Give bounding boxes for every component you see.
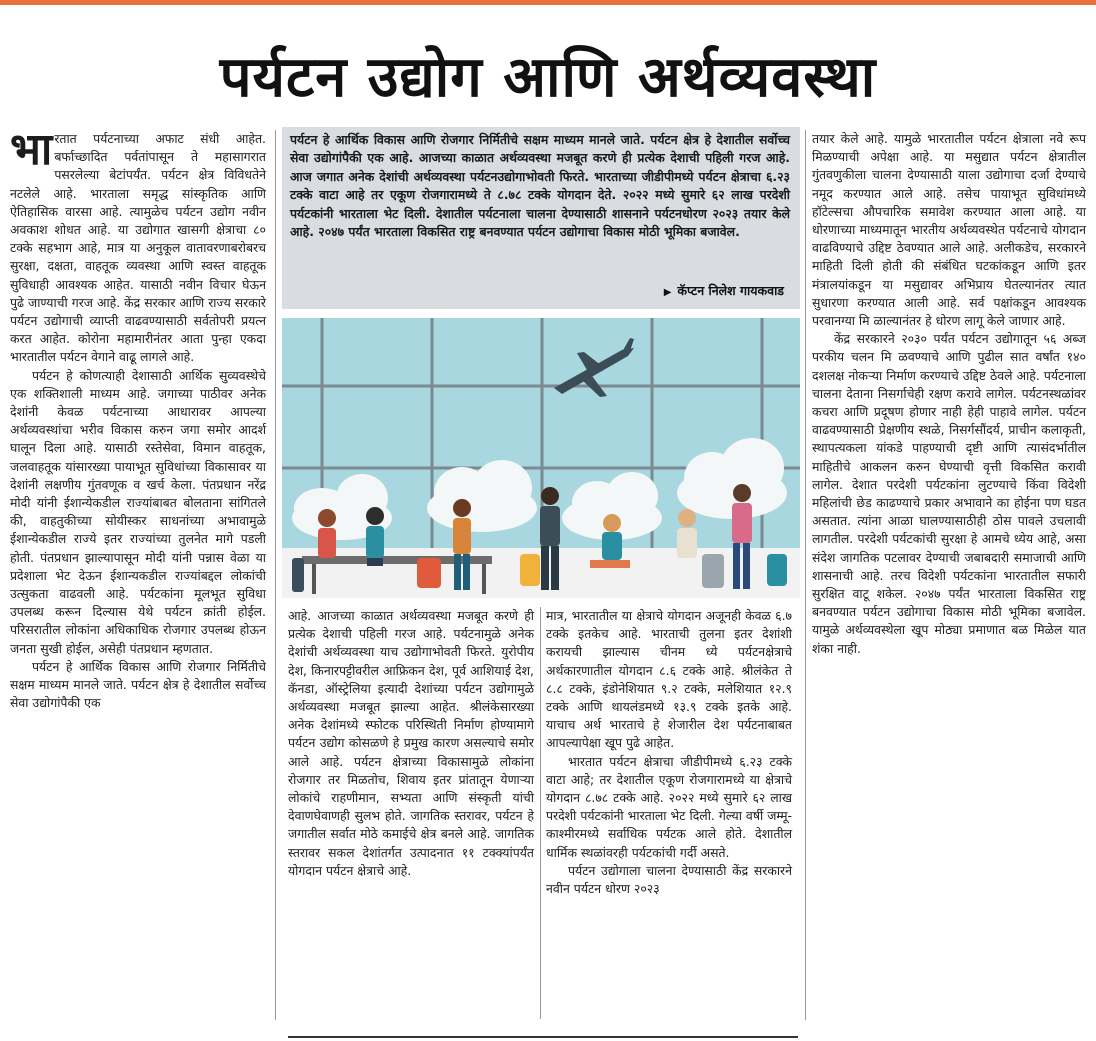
col4-paragraph-2: भारतात पर्यटन क्षेत्राचा जीडीपीमध्ये ६.२३ टक्के वाटा आहे; तर देशातील एकूण रोजगारामध्ये या क्षेत्राचे योगदान ८.७८ टक्के आहे. २०२२ मध्ये सुमारे ६२ लाख परदेशी पर्यटकांनी भारताला भेट दिली. गेल्या वर्षी जम्मू-काश्मीरमध्ये सर्वाधिक पर्यटक आले होते. देशातील धार्मिक स्थळांवरही पर्यटकांची गर्दी असते. [546,753,792,860]
column-5 [812,130,1086,658]
column-divider [540,607,541,1019]
column-4 [546,607,792,898]
col1-p1-text: रतात पर्यटनाच्या अफाट संधी आहेत. बर्फाच्छादित पर्वतांपासून ते महासागरात पसरलेल्या बेटांपर्यंत. पर्यटन क्षेत्र विविधतेने नटलेले आहे. भारताला समृद्ध सांस्कृतिक आणि ऐतिहासिक वारसा आहे. त्यामुळेच पर्यटन उद्योग नवीन अवकाश शोधत आहे. या उद्योगात खासगी क्षेत्राचा ८० टक्के सहभाग आहे, मात्र या अनुकूल वातावरणाबरोबरच सुरक्षा, दक्षता, वाहतूक व्यवस्था आणि स्वस्त वाहतूक सुविधाही आवश्यक आहेत. यासाठी नवीन विचार घेऊन पुढे जाण्याची गरज आहे. केंद्र सरकार आणि राज्य सरकारे पर्यटन उद्योगाची व्याप्ती वाढवण्यासाठी सर्वतोपरी प्रयत्न करत आहेत. कोरोना महामारीनंतर आता पुन्हा एकदा भारतातील पर्यटन वेगाने वाढू लागले आहे. [10,131,266,365]
column-1 [10,124,266,713]
author-name: कॅप्टन निलेश गायकवाड [677,283,784,298]
airport-illustration [282,318,800,598]
intro-box [282,127,800,309]
col5-paragraph-2: केंद्र सरकारने २०३० पर्यंत पर्यटन उद्योगातून ५६ अब्ज परकीय चलन मि ळवण्याचे आणि पुढील सात वर्षांत १४० दशलक्ष नोकऱ्या निर्माण करण्याचे उद्दिष्ट ठेवले आहे. पर्यटनाला चालना देताना निसर्गाचेही रक्षण करावे लागेल. पर्यटनस्थळांवर कचरा आणि प्रदूषण होणार नाही हेही पाहावे लागेल. पर्यटन वाढवण्यासाठी प्रेक्षणीय स्थळे, निसर्गसौंदर्य, प्राचीन कलाकृती, स्थापत्यकला यांकडे पाहण्याची दृष्टी आणि त्यासंदर्भातील माहितीचे आकलन करुन घेण्याची वृत्ती विकसित करावी लागेल. देशात परदेशी पर्यटकांना लुटण्याचे किंवा विदेशी महिलांची छेड काढण्याचे प्रकार अभावाने का होईना पण घडत असतात. त्यांना आळा घालण्यासाठीही ठोस पावले उचलावी लागतील. परदेशी पर्यटकांची सुरक्षा हे आमचे ध्येय आहे, असा संदेश जागतिक पटलावर देण्याची जबाबदारी समाजाची आणि शासनाची आहे. तरच विदेशी पर्यटकांना भारतातील सफारी सुरक्षित वाटू शकेल. २०४७ पर्यंत भारताला विकसित राष्ट्र बनवण्यात पर्यटन उद्योगाचा विकास मोठी भूमिका बजावेल. यामुळे अर्थव्यवस्थेला खूप मोठ्या प्रमाणात बळ मिळेल यात शंका नाही. [812,331,1086,656]
bottom-rule [288,1036,798,1038]
col4-paragraph-1: मात्र, भारतातील या क्षेत्राचे योगदान अजूनही केवळ ६.७ टक्के इतकेच आहे. भारताची तुलना इतर देशांशी करायची झाल्यास चीनम ध्ये पर्यटनक्षेत्राचे अर्थकारणातील योगदान ८.६ टक्के आहे. श्रीलंकेत ते ८.८ टक्के, इंडोनेशियात ९.२ टक्के, मलेशियात १२.९ टक्के आणि थायलंडमध्ये १३.९ टक्के इतके आहे. याचाच अर्थ भारताचे हे शेजारील देश पर्यटनाबाबत आपल्यापेक्षा खूप पुढे आहेत. [546,608,792,751]
article-headline: पर्यटन उद्योग आणि अर्थव्यवस्था [219,45,877,110]
col1-paragraph-1 [10,124,266,367]
column-divider [275,130,276,1020]
col3-paragraph-1: आहे. आजच्या काळात अर्थव्यवस्था मजबूत करणे ही प्रत्येक देशाची पहिली गरज आहे. पर्यटनामुळे अनेक देशांची अर्थव्यवस्था याच उद्योगाभोवती फिरते. युरोपीय देश, किनारपट्टीवरील आफ्रिकन देश, पूर्व आशियाई देश, कॅनडा, ऑस्ट्रेलिया इत्यादी देशांच्या पर्यटन उद्योगामुळे अर्थव्यवस्था मजबूत झाल्या आहेत. श्रीलंकेसारख्या अनेक देशांमध्ये स्फोटक परिस्थिती निर्माण होण्यामागे पर्यटन उद्योग कोसळणे हे प्रमुख कारण असल्याचे समोर आले आहे. पर्यटन क्षेत्राच्या विकासामुळे लोकांना रोजगार तर मिळतोच, शिवाय इतर प्रांतातून येणाऱ्या लोकांचे राहणीमान, सभ्यता आणि संस्कृती यांची देवाणघेवाणही सुलभ होते. जागतिक स्तरावर, पर्यटन हे जगातील सर्वात मोठे कमाईचे क्षेत्र बनले आहे. जागतिक स्तरावर सकल देशांतर्गत उत्पादनात ११ टक्क्यांपर्यंत योगदान पर्यटन क्षेत्राचे आहे. [288,608,534,878]
drop-cap: भा [10,124,53,175]
col1-paragraph-2: पर्यटन हे कोणत्याही देशासाठी आर्थिक सुव्यवस्थेचे एक शक्तिशाली माध्यम आहे. जगाच्या पाठीवर अनेक देशांनी केवळ पर्यटनाच्या आधारावर आपल्या अर्थव्यवस्थांचा भरीव विकास करुन जगा समोर आदर्श घालून दिला आहे. यासाठी रस्तेसेवा, विमान वाहतूक, जलवाहतूक यांसारख्या पायाभूत सुविधांच्या विकासावर या देशांनी लक्षणीय गुंतवणूक व खर्च केला. पंतप्रधान नरेंद्र मोदी यांनी ईशान्येकडील राज्यांबाबत बोलताना सांगितले की, वाहतुकीच्या सोयीस्कर साधनांच्या अभावामुळे ईशान्येकडील राज्ये इतर राज्यांच्या तुलनेत मागे पडली होती. पंतप्रधान झाल्यापासून मोदी यांनी पन्नास वेळा या प्रदेशाला भेट देऊन ईशान्यकडील राज्यांबद्दल लोकांची उत्सुकता वाढवली आहे. पर्यटकांना मूलभूत सुविधा उपलब्ध करून दिल्यास येथे पर्यटन क्रांती होईल. परिसरातील लोकांना अधिकाधिक रोजगार उपलब्ध होऊन जनता सुखी होईल, असेही पंतप्रधान म्हणतात. [10,367,266,656]
col4-paragraph-3: पर्यटन उद्योगाला चालना देण्यासाठी केंद्र सरकारने नवीन पर्यटन धोरण २०२३ [546,862,792,897]
col1-paragraph-3: पर्यटन हे आर्थिक विकास आणि रोजगार निर्मितीचे सक्षम माध्यम मानले जाते. पर्यटन क्षेत्र हे देशातील सर्वोच्च सेवा उद्योगांपैकी एक [10,658,266,711]
col5-paragraph-1: तयार केले आहे. यामुळे भारतातील पर्यटन क्षेत्राला नवे रूप मिळण्याची अपेक्षा आहे. या मसुद्यात पर्यटन क्षेत्रातील गुंतवणुकीला चालना देण्यासाठी याला उद्योगाचा दर्जा देण्याचे नमूद करण्यात आले आहे. तसेच पायाभूत सुविधांमध्ये हॉटेल्सचा औपचारिक समावेश करण्यात आला आहे. या धोरणाच्या माध्यमातून भारतीय अर्थव्यवस्थेत पर्यटनाचे योगदान वाढविण्याचे उद्दिष्ट ठेवण्यात आले आहे. अलीकडेच, सरकारने माहिती दिली होती की संबंधित घटकांकडून आणि इतर मंत्रालयांकडून या मसुद्यावर अभिप्राय घेतल्यानंतर त्यात सुधारणा करण्यात आली आहे. सर्व पक्षांकडून आवश्यक परवानग्या मि ळाल्यानंतर हे धोरण लागू केले जाणार आहे. [812,131,1086,329]
author-byline [664,282,784,299]
byline-arrow-icon: ▶ [663,287,672,298]
top-accent-bar [0,0,1096,5]
column-divider [805,130,806,1020]
intro-text: पर्यटन हे आर्थिक विकास आणि रोजगार निर्मितीचे सक्षम माध्यम मानले जाते. पर्यटन क्षेत्र हे देशातील सर्वोच्च सेवा उद्योगांपैकी एक आहे. आजच्या काळात अर्थव्यवस्था मजबूत करणे ही प्रत्येक देशाची पहिली गरज आहे. आज जगात अनेक देशांची अर्थव्यवस्था पर्यटनउद्योगाभोवती फिरते. भारताच्या जीडीपीमध्ये पर्यटन क्षेत्राचा ६.२३ टक्के वाटा आहे तर एकूण रोजगारामध्ये ते ८.७८ टक्के योगदान देते. २०२२ मध्ये सुमारे ६२ लाख परदेशी पर्यटकांनी भारताला भेट दिली. देशातील पर्यटनाला चालना देण्यासाठी शासनाने पर्यटनधोरण २०२३ तयार केले आहे. २०४७ पर्यंत भारताला विकसित राष्ट्र बनवण्यात पर्यटन उद्योगाचा विकास मोठी भूमिका बजावेल. [290,132,790,240]
airport-illustration-svg [282,318,800,598]
column-3 [288,607,534,880]
